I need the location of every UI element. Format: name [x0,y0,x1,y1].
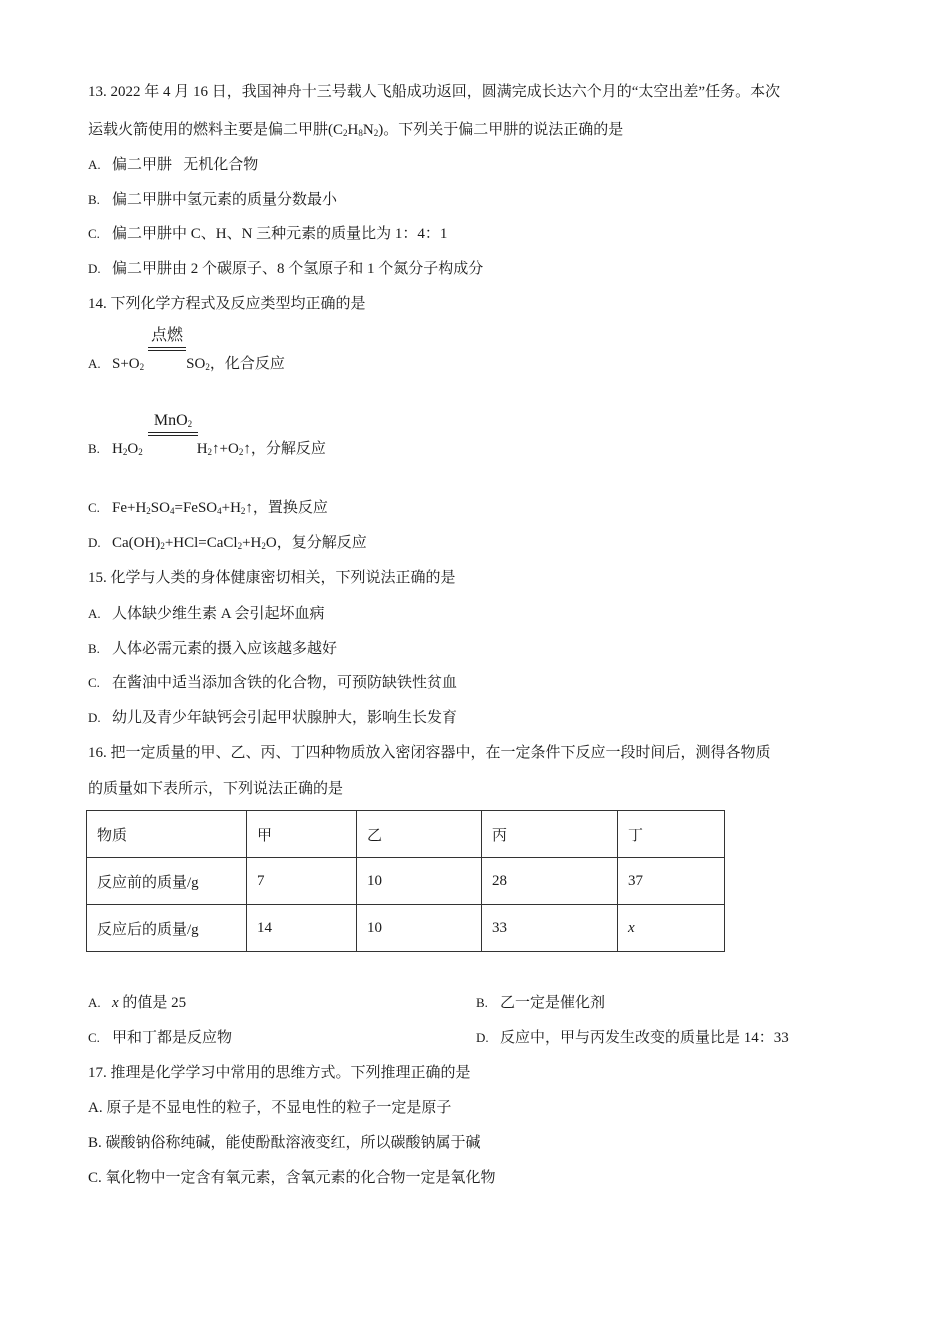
subscript: 8 [358,128,363,138]
option-text: O，复分解反应 [265,535,367,551]
q15-option-d[interactable] [88,708,457,728]
q15-option-b[interactable] [88,639,337,659]
option-letter: C. [88,1030,100,1045]
subscript: 2 [240,506,246,516]
subscript: 2 [261,541,266,551]
q14-option-d[interactable] [88,533,367,553]
option-text: 反应中，甲与丙发生改变的质量比是 14：33 [500,1030,789,1046]
formula-part: S+O [112,356,140,372]
q13-option-d[interactable] [88,259,483,279]
table-header-cell: 丙 [482,811,618,858]
option-text: 偏二甲肼中 C、H、N 三种元素的质量比为 1：4：1 [112,226,448,242]
option-text: 人体缺少维生素 A 会引起坏血病 [112,606,325,622]
reaction-condition: 点燃 [150,327,183,344]
q13-option-c[interactable] [88,224,447,244]
formula-part: H [347,122,359,138]
reaction-condition [148,412,198,430]
q14-option-a[interactable] [88,354,285,374]
option-letter: D. [476,1030,489,1045]
option-text: 乙一定是催化剂 [500,995,606,1011]
formula-part: H [196,441,208,457]
subscript: 2 [122,447,128,457]
option-letter: B. [88,641,100,656]
formula-part: +H [242,535,262,551]
option-text: 的值是 25 [118,995,187,1011]
option-letter: B. [476,995,488,1010]
option-letter: D. [88,535,101,550]
formula-part: Fe+H [112,500,147,516]
q13-option-a[interactable] [88,155,258,175]
table-cell: 14 [247,905,357,952]
option-text: 偏二甲肼 无机化合物 [112,157,259,173]
q13-stem-text: 运载火箭使用的燃料主要是偏二甲肼(C [88,122,344,138]
subscript: 2 [187,419,193,429]
subscript: 2 [146,506,151,516]
formula-part: =FeSO [174,500,218,516]
q14-b-condition [148,412,198,436]
option-letter: A. [88,157,101,172]
table-cell: 28 [482,858,618,905]
formula-part: O [127,441,139,457]
q16-option-d[interactable] [476,1028,789,1048]
q14-a-condition [148,327,186,351]
q16-stem-line1: 16. 把一定质量的甲、乙、丙、丁四种物质放入密闭容器中，在一定条件下反应一段时间后，测得各物质 [88,745,771,761]
option-letter: C. [88,500,100,515]
option-letter: D. [88,261,101,276]
option-letter: B. [88,441,100,456]
table-header-cell: 乙 [357,811,482,858]
q13-option-b[interactable] [88,190,337,210]
table-header-row [87,811,725,858]
option-letter: C. [88,675,100,690]
subscript: 2 [237,541,243,551]
q14-stem: 14. 下列化学方程式及反应类型均正确的是 [88,296,366,312]
subscript: 4 [169,506,175,516]
catalyst-formula: MnO [153,412,188,429]
table-cell: 反应后的质量/g [87,905,247,952]
q16-option-b[interactable] [476,993,605,1013]
option-letter: A. [88,606,101,621]
q17-option-a[interactable]: A. 原子是不显电性的粒子，不显电性的粒子一定是原子 [88,1100,452,1116]
table-cell: 10 [357,905,482,952]
option-text: 人体必需元素的摄入应该越多越好 [112,641,338,657]
option-text: ↑，分解反应 [243,441,326,457]
option-letter: A. [88,356,101,371]
option-letter: D. [88,710,101,725]
table-cell: 反应前的质量/g [87,858,247,905]
option-text: 在酱油中适当添加含铁的化合物，可预防缺铁性贫血 [112,675,458,691]
table-row [87,905,725,952]
equals-bar [148,435,198,436]
q14-option-b[interactable] [88,439,326,459]
q17-option-b[interactable]: B. 碳酸钠俗称纯碱，能使酚酞溶液变红，所以碳酸钠属于碱 [88,1135,481,1151]
formula-part: N [362,122,374,138]
q13-stem-line2 [88,120,623,140]
q17-option-c[interactable]: C. 氧化物中一定含有氧元素，含氧元素的化合物一定是氧化物 [88,1170,496,1186]
formula-part: +HCl=CaCl [164,535,238,551]
q14-option-c[interactable] [88,498,328,518]
subscript: 2 [207,447,213,457]
table-header-cell: 丁 [618,811,725,858]
table-cell: 33 [482,905,618,952]
subscript: 2 [373,128,379,138]
variable: x [112,995,119,1011]
table-cell: 10 [357,858,482,905]
subscript: 2 [343,128,348,138]
formula-part: +H [221,500,241,516]
table-header-cell: 物质 [87,811,247,858]
formula-part: SO [186,356,206,372]
option-text: 甲和丁都是反应物 [112,1030,233,1046]
q16-option-c[interactable] [88,1028,232,1048]
subscript: 2 [139,362,145,372]
formula-part: H [112,441,123,457]
q16-option-a[interactable] [88,993,186,1013]
option-letter: B. [88,192,100,207]
q15-stem: 15. 化学与人类的身体健康密切相关，下列说法正确的是 [88,570,456,586]
subscript: 2 [238,447,244,457]
option-letter: C. [88,226,100,241]
subscript: 2 [138,447,143,457]
mass-table [86,810,725,952]
subscript: 4 [217,506,222,516]
q15-option-a[interactable] [88,604,325,624]
equals-bar [148,432,198,433]
formula-part: SO [150,500,170,516]
subscript: 2 [160,541,165,551]
formula-part: ↑+O [212,441,239,457]
table-cell: 37 [618,858,725,905]
formula-part: Ca(OH) [112,535,161,551]
table-cell: x [618,905,725,952]
option-text: ，化合反应 [209,356,285,372]
q16-stem-line2: 的质量如下表所示，下列说法正确的是 [88,781,344,797]
table-row [87,858,725,905]
option-text: 偏二甲肼由 2 个碳原子、8 个氢原子和 1 个氮分子构成分 [112,261,484,277]
subscript: 2 [205,362,210,372]
equals-bar [148,350,186,351]
option-text: 偏二甲肼中氢元素的质量分数最小 [112,192,338,208]
q13-stem-line1: 13. 2022 年 4 月 16 日，我国神舟十三号载人飞船成功返回，圆满完成长达六个月的“太空出差”任务。本次 [88,84,781,100]
table-header-cell: 甲 [247,811,357,858]
option-letter: A. [88,995,101,1010]
q13-stem-text: )。下列关于偏二甲肼的说法正确的是 [378,122,624,138]
q15-option-c[interactable] [88,673,457,693]
option-text: ↑，置换反应 [245,500,328,516]
q17-stem: 17. 推理是化学学习中常用的思维方式。下列推理正确的是 [88,1065,471,1081]
option-text: 幼儿及青少年缺钙会引起甲状腺肿大，影响生长发育 [112,710,458,726]
equals-bar [148,347,186,348]
table-cell: 7 [247,858,357,905]
